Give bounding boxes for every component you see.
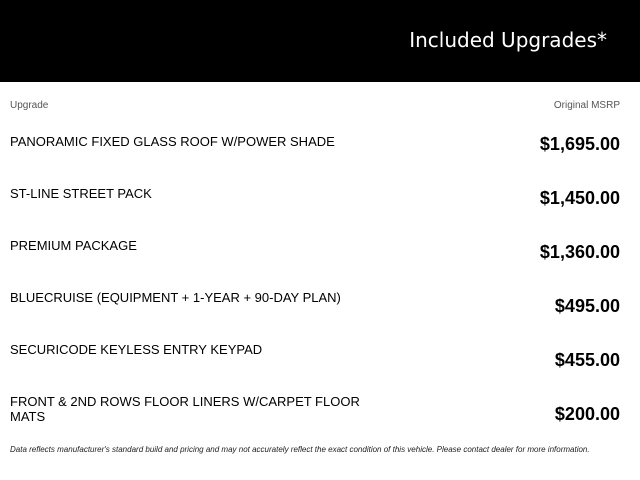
upgrade-name: FRONT & 2ND ROWS FLOOR LINERS W/CARPET FLOOR MATS <box>10 394 360 424</box>
disclaimer-text: Data reflects manufacturer's standard build and pricing and may not accurately reflect the exact condition of this vehicle. Please contact dealer for more information. <box>10 445 590 454</box>
page-title: Included Upgrades* <box>409 28 607 52</box>
upgrade-name: PANORAMIC FIXED GLASS ROOF W/POWER SHADE <box>10 134 335 149</box>
upgrade-name: ST-LINE STREET PACK <box>10 186 152 201</box>
column-header-upgrade: Upgrade <box>10 100 49 111</box>
column-header-msrp: Original MSRP <box>553 100 620 111</box>
upgrade-name: SECURICODE KEYLESS ENTRY KEYPAD <box>10 342 263 357</box>
upgrade-price: $455.00 <box>554 350 620 370</box>
header-banner <box>0 0 640 82</box>
upgrade-price: $1,360.00 <box>539 242 620 262</box>
upgrade-price: $1,695.00 <box>539 134 620 154</box>
upgrade-price: $495.00 <box>554 296 620 316</box>
upgrade-price: $1,450.00 <box>539 188 620 208</box>
upgrade-name: PREMIUM PACKAGE <box>10 238 137 253</box>
upgrade-price: $200.00 <box>554 404 620 424</box>
upgrade-name: BLUECRUISE (EQUIPMENT + 1-YEAR + 90-DAY PLAN) <box>10 290 341 305</box>
